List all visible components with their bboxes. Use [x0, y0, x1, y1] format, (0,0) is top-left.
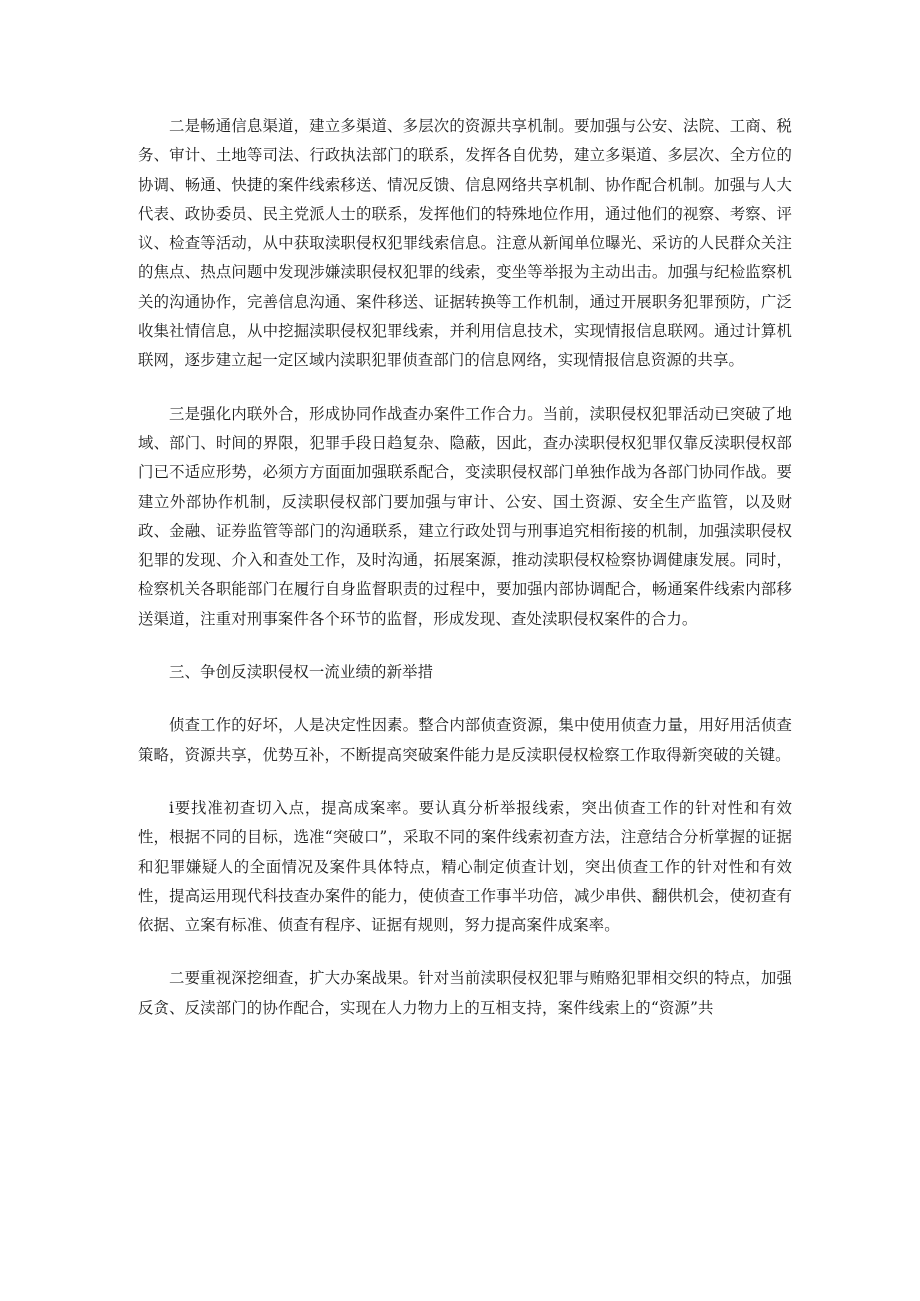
- paragraph-investigation-key: 侦查工作的好坏，人是决定性因素。整合内部侦查资源，集中使用侦查力量，用好用活侦查策略，资源共享，优势互补，不断提高突破案件能力是反渎职侵权检察工作取得新突破的关键。: [138, 716, 792, 764]
- paragraph-preliminary-investigation: i要找准初查切入点，提高成案率。要认真分析举报线索，突出侦查工作的针对性和有效性，根据不同的目标，选准“突破口”，采取不同的案件线索初查方法，注意结合分析掌握的证据和犯罪嫌疑人的全面情况及案件具体特点，精心制定侦查计划，突出侦查工作的针对性和有效性，提高运用现代科技查办案件的能力，使侦查工作事半功倍，减少串供、翻供机会，使初查有依据、立案有标准、侦查有程序、证据有规则，努力提高案件成案率。: [138, 798, 792, 935]
- section-heading: 三、争创反渎职侵权一流业绩的新举措: [169, 663, 434, 682]
- paragraph-deep-investigation: 二要重视深挖细查，扩大办案战果。针对当前渎职侵权犯罪与贿赂犯罪相交织的特点，加强反贪、反渎部门的协作配合，实现在人力物力上的互相支持，案件线索上的“资源”共: [138, 969, 792, 1017]
- document-page: [138, 112, 792, 1023]
- paragraph-internal-external-cooperation: 三是强化内联外合，形成协同作战查办案件工作合力。当前，渎职侵权犯罪活动已突破了地域、部门、时间的界限，犯罪手段日趋复杂、隐蔽，因此，查办渎职侵权犯罪仅靠反渎职侵权部门已不适应形势，必须方方面面加强联系配合，变渎职侵权部门单独作战为各部门协同作战。要建立外部协作机制，反渎职侵权部门要加强与审计、公安、国土资源、安全生产监管，以及财政、金融、证券监管等部门的沟通联系，建立行政处罚与刑事追究相衔接的机制，加强渎职侵权犯罪的发现、介入和查处工作，及时沟通，拓展案源，推动渎职侵权检察协调健康发展。同时，检察机关各职能部门在履行自身监督职责的过程中，要加强内部协调配合，畅通案件线索内部移送渠道，注重对刑事案件各个环节的监督，形成发现、查处渎职侵权案件的合力。: [138, 404, 792, 628]
- paragraph-information-channels: 二是畅通信息渠道，建立多渠道、多层次的资源共享机制。要加强与公安、法院、工商、税务、审计、土地等司法、行政执法部门的联系，发挥各自优势，建立多渠道、多层次、全方位的协调、畅通、快捷的案件线索移送、情况反馈、信息网络共享机制、协作配合机制。加强与人大代表、政协委员、民主党派人士的联系，发挥他们的特殊地位作用，通过他们的视察、考察、评议、检查等活动，从中获取渎职侵权犯罪线索信息。注意从新闻单位曝光、采访的人民群众关注的焦点、热点问题中发现涉嫌渎职侵权犯罪的线索，变坐等举报为主动出击。加强与纪检监察机关的沟通协作，完善信息沟通、案件移送、证据转换等工作机制，通过开展职务犯罪预防，广泛收集社情信息，从中挖掘渎职侵权犯罪线索，并利用信息技术，实现情报信息联网。通过计算机联网，逐步建立起一定区域内渎职犯罪侦查部门的信息网络，实现情报信息资源的共享。: [138, 117, 792, 370]
